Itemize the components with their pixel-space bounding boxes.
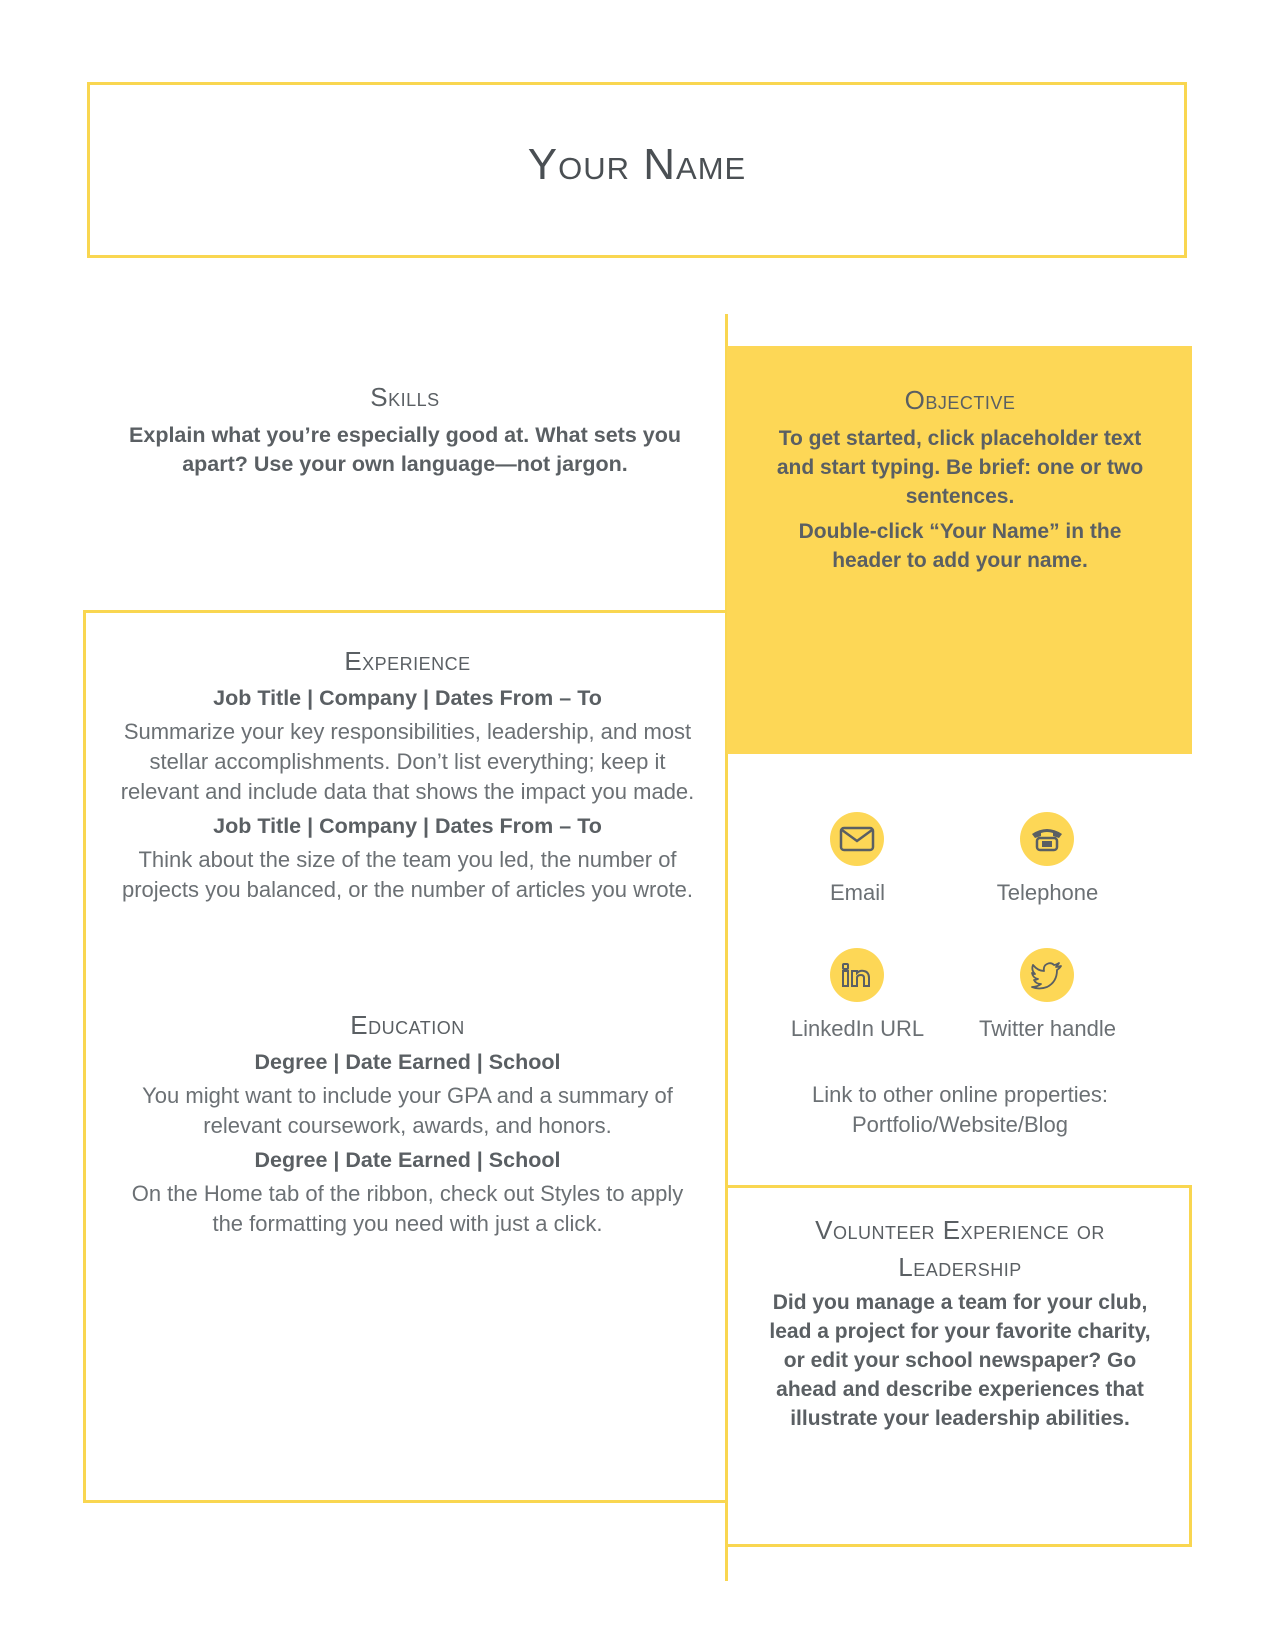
education-heading: Education [350,1010,465,1040]
twitter-icon-circle[interactable] [1020,948,1074,1002]
volunteer-heading-2: Leadership [898,1252,1022,1282]
objective-heading: Objective [904,385,1016,415]
envelope-icon [839,825,875,853]
education-description[interactable]: On the Home tab of the ribbon, check out Styles to apply the formatting you need with just a click. [131,1181,684,1236]
degree-line[interactable]: Degree | Date Earned | School [254,1050,561,1074]
telephone-label[interactable]: Telephone [996,880,1099,905]
skills-text[interactable]: Explain what you’re especially good at. What sets you apart? Use your own language—not jargon. [129,423,681,476]
email-icon-circle[interactable] [830,812,884,866]
skills-heading: Skills [370,382,440,412]
volunteer-heading-1: Volunteer Experience or [815,1215,1105,1245]
skills-section [110,382,700,479]
twitter-icon [1030,960,1064,990]
telephone-icon [1029,824,1065,854]
objective-text-1[interactable]: To get started, click placeholder text and start typing. Be brief: one or two sentences. [776,427,1144,508]
email-label[interactable]: Email [829,880,885,905]
objective-text-2[interactable]: Double-click “Your Name” in the header to add your name. [798,520,1122,572]
objective-section [765,385,1155,575]
job-description[interactable]: Think about the size of the team you led, the number of projects you balanced, or the number of articles you wrote. [121,847,694,902]
linkedin-icon [840,960,874,990]
education-section [115,1010,700,1239]
volunteer-section [760,1212,1160,1433]
job-line[interactable]: Job Title | Company | Dates From – To [213,814,602,838]
job-description[interactable]: Summarize your key responsibilities, leadership, and most stellar accomplishments. Don’t list everything; keep it relevant and include data that shows the impact you made. [120,719,695,804]
volunteer-text[interactable]: Did you manage a team for your club, lead a project for your favorite charity, or edit your school newspaper? Go ahead and describe experiences that illustrate your leadership abilities. [769,1291,1151,1430]
other-links-value[interactable]: Portfolio/Website/Blog [851,1112,1069,1137]
your-name-title[interactable]: Your Name [527,140,747,189]
education-description[interactable]: You might want to include your GPA and a summary of relevant coursework, awards, and honors. [142,1083,673,1138]
telephone-icon-circle[interactable] [1020,812,1074,866]
degree-line[interactable]: Degree | Date Earned | School [254,1148,561,1172]
other-links [745,1080,1175,1140]
linkedin-label[interactable]: LinkedIn URL [790,1016,925,1041]
twitter-label[interactable]: Twitter handle [979,1016,1116,1041]
experience-section [115,646,700,905]
linkedin-icon-circle[interactable] [830,948,884,1002]
job-line[interactable]: Job Title | Company | Dates From – To [213,686,602,710]
other-links-label[interactable]: Link to other online properties: [812,1082,1108,1107]
experience-heading: Experience [344,646,471,676]
